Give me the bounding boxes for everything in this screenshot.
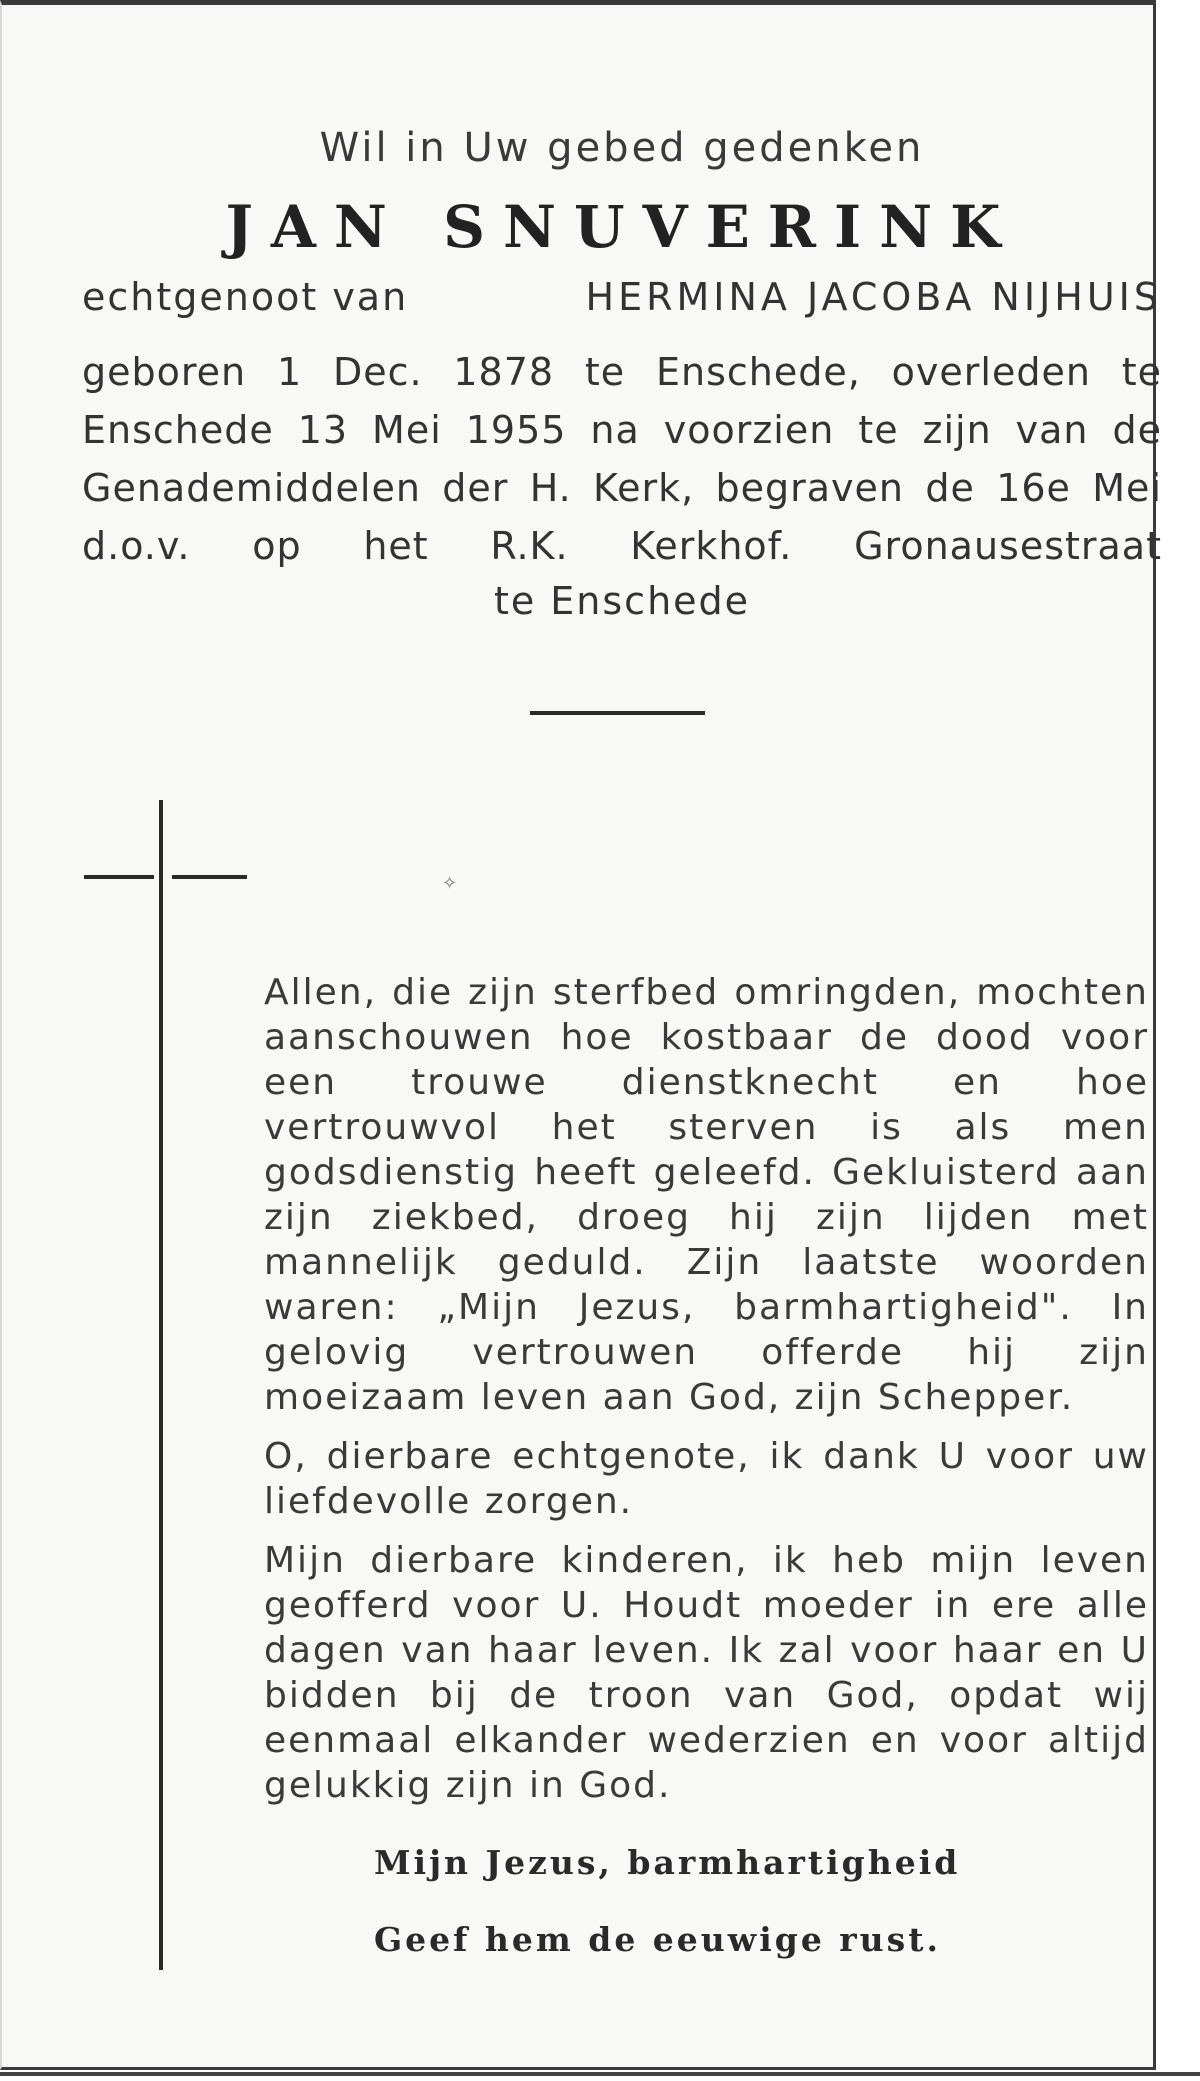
- paragraph-children: Mijn dierbare kinderen, ik heb mijn leven geofferd voor U. Houdt moeder in ere alle dagen van haar leven. Ik zal voor haar en U bidden bij de troon van God, opdat wij eenmaal elkander wederzien en voor altijd gelukkig zijn in God.: [264, 1540, 1149, 1806]
- print-speck: ✧: [442, 873, 458, 894]
- cross-arm-left: [84, 875, 154, 879]
- spouse-prefix: echtgenoot van: [82, 275, 409, 319]
- biography-ending: te Enschede: [493, 579, 751, 623]
- biography-text: geboren 1 Dec. 1878 te Enschede, overleden te Enschede 13 Mei 1955 na voorzien te zijn van de Genademiddelen der H. Kerk, begraven de 16e Mei d.o.v. op het R.K. Kerkhof. Gronausestraat: [82, 350, 1162, 568]
- closing-prayer-2: Geef hem de eeuwige rust.: [374, 1920, 941, 1959]
- scan-edge-line: [0, 2072, 1200, 2076]
- header-block: [82, 125, 1162, 623]
- spouse-name: HERMINA JACOBA NIJHUIS: [585, 275, 1162, 319]
- section-divider: [530, 711, 705, 715]
- body-text-block: [264, 970, 1149, 1822]
- invocation-text: Wil in Uw gebed gedenken: [319, 125, 925, 171]
- cross-arm-right: [172, 875, 247, 879]
- cross-icon: [159, 800, 163, 1970]
- paragraph-spouse: O, dierbare echtgenote, ik dank U voor uw liefdevolle zorgen.: [264, 1436, 1149, 1522]
- paragraph-deathbed: Allen, die zijn sterfbed omringden, mochten aanschouwen hoe kostbaar de dood voor een trouwe dienstknecht en hoe vertrouwvol het sterven is als men godsdienstig heeft geleefd. Gekluisterd aan zijn ziekbed, droeg hij zijn lijden met mannelijk geduld. Zijn laatste woorden waren: „Mijn Jezus, barmhartigheid". In gelovig vertrouwen offerde hij zijn moeizaam leven aan God, zijn Schepper.: [264, 972, 1149, 1418]
- deceased-name: JAN SNUVERINK: [225, 193, 1019, 261]
- spouse-line: [82, 275, 1162, 319]
- closing-prayer-1: Mijn Jezus, barmhartigheid: [374, 1843, 961, 1882]
